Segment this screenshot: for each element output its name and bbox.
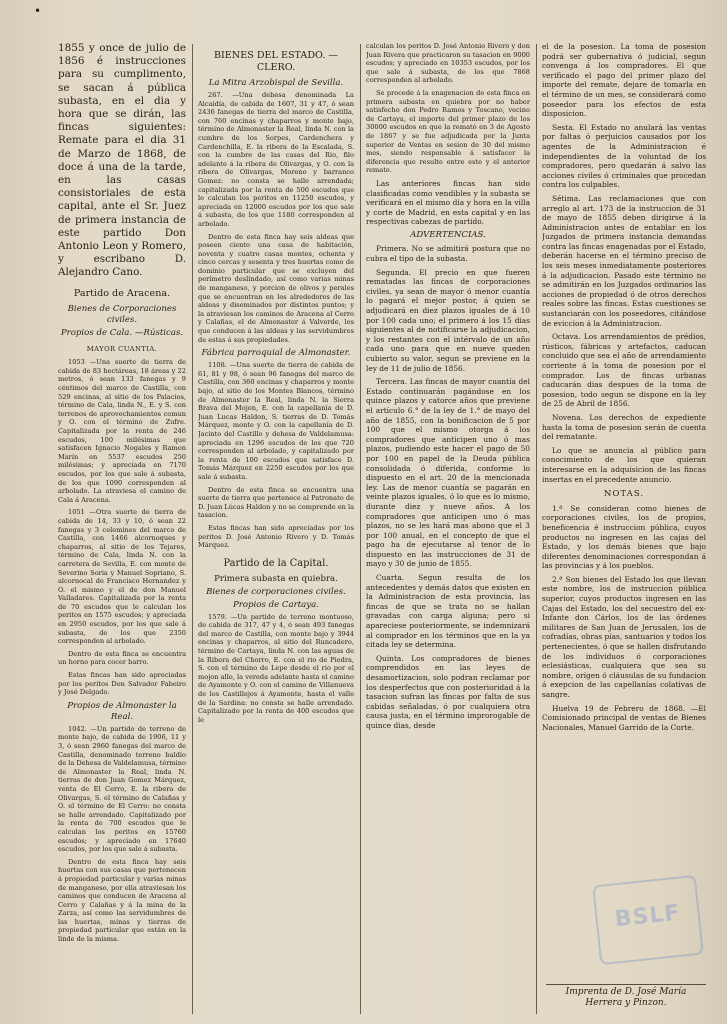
bienes-estado-heading: BIENES DEL ESTADO. —CLERO.	[213, 50, 339, 73]
column-3	[366, 42, 530, 1016]
column-rule-1	[192, 44, 193, 1014]
note-paragraph: Dentro de esta finca se encuentra una suerte de tierra que pertenece al Patronato de D. Juan Lúcas Haldon y no se comprende en la tasacion.	[198, 485, 354, 520]
column-rule-2	[360, 44, 361, 1014]
lot-paragraph: 267. —Una dehesa denominada La Alcaidía, de cabida de 1607, 31 y 47, ó sean 2436 fanegas de tierra del marco de Castilla, con 760 encinas y chaparros y monte bajo, término de Almonaster la Real, linda N. con la cumbre de los Sorpes, Cardenchera y Cardenchilla, E. la ribera de la Escalada, S. con la cumbre de las casas del Rio, filo adelante á la ribera de Olivargas, y O. con la ribera de Olivargas, Moreno y barranco Gomez: no consta se halle arrendada; capitalizada por la renta de 500 escudos que le calculan los peritos en 11250 escudos, y apreciada en 12000 escudos por los que sale á subasta, de los que 1180 corresponden al arbolado.	[198, 91, 354, 228]
stamp-text: BSLF	[613, 900, 682, 933]
mayor-cuantia-heading: MAYOR CUANTIA.	[86, 344, 158, 353]
rule-paragraph: Cuarta. Segun resulta de los antecedentes y demás datos que existen en la Administracion de esta provincia, las fincas de que se trata no se hallan gravadas con carga alguna; pero si apareciese posteriormente, se indemnizará al comprador en los términos que en la ya citada ley se determina.	[366, 573, 530, 650]
imprint-line: Imprenta de D. José María Herrera y Pinzon.	[546, 984, 706, 1009]
rule-paragraph: Sesta. El Estado no anulará las ventas por faltas ó perjuicios causados por los agentes de la Administracion é independientes de la voluntad de los compradores, pero quedarán á salvo las acciones civiles ó criminales que procedan contra los culpables.	[542, 122, 706, 190]
announcement-paragraph: Lo que se anuncia al público para conocimiento de los que quieran interesarse en la adquisicion de las fincas insertas en el precedente anuncio.	[542, 445, 706, 484]
notas-heading: NOTAS.	[603, 489, 645, 500]
rule-paragraph: Novena. Los derechos de expediente hasta la toma de posesion serán de cuenta del rematante.	[542, 412, 706, 442]
column-rule-3	[536, 44, 537, 1014]
signature-paragraph: Huelva 19 de Febrero de 1868. —El Comisionado principal de ventas de Bienes Nacionales, Manuel Garrido de la Corte.	[542, 703, 706, 732]
fabrica-heading: Fábrica parroquial de Almonaster.	[201, 348, 351, 359]
rule-paragraph: Octava. Los arrendamientos de prédios, rústicos, fábricas y artefactos, caducan concluido que sea el año de arrendamiento corriente á la toma de posesion por el comprador. Los de fincas urbanas caducarán dias despues de la toma de posesion, todo segun se dispone en la ley de 25 de Abril de 1856.	[542, 332, 706, 409]
continued-paragraph: el de la posesion. La toma de posesion podrá ser gubernativa ó judicial, segun convenga á los compradores. El que verificado el pago del primer plazo del importe del remate, dejare de tomarla en el término de un mes, se considerará como poseedor para los efectos de esta disposicion.	[542, 42, 706, 119]
partido-heading: Partido de Aracena.	[73, 287, 171, 299]
bienes-heading: Bienes de Corporaciones civiles.	[67, 303, 177, 325]
lot-paragraph: 1042. —Un partido de terreno de monte bajo, de cabida de 1906, 11 y 3, ó sean 2960 fanegas del marco de Castilla, denominado terreno baldío de la Dehesa de Valdelamusa, término de Almonaster la Real, linda N. tierras de don Juan Gomez Márquez, venta de El Cerro, E. la ribera de Olivargas, S. el término de Calañas y O. el término de El Cerro: no consta se halle arrendado. Capitalizado por la renta de 700 escudos que le calculan los peritos en 15760 escudos; y apreciado en 17640 escudos, por los que sale á subasta.	[58, 724, 186, 854]
note-paragraph: Estas fincas han sido apreciadas por los peritos D. José Antonio Rivero y D. Tomás Márquez.	[198, 523, 354, 550]
primera-subasta-heading: Primera subasta en quiebra.	[214, 573, 338, 584]
bienes-corporaciones-heading: Bienes de corporaciones civiles.	[206, 586, 346, 597]
advertencias-heading: ADVERTENCIAS.	[410, 229, 486, 240]
lot-paragraph: 1108. —Una suerte de tierra de cabida de 61, 81 y 98, ó sean 96 fanegas del marco de Castilla, con 360 encinas y chaparros y monte bajo, al sitio de los Montes Blancos, término de Almonaster la Real, linda N. la Sierra Brava del Mojon, E. con la capellanía de D. Juan Lucas Haldon, S. tierras de D. Tomás Márquez, monte y O. con la capellanía de D. Jacinto del Castillo y dehesa de Valdelamusa: apreciada en 1296 escudos de los que 720 corresponden al arbolado, y capitalizado por la renta de 100 escudos que satisface D. Tomás Márquez en 2250 escudos por los que sale á subasta.	[198, 361, 354, 481]
intro-paragraph: 1855 y once de julio de 1856 é instrucciones para su cumplimento, se sacan á pública subasta, en el dia y hora que se dirán, las fincas siguientes: Remate para el dia 31 de Marzo de 1868, de doce á una de la tarde, en las casas consistoriales de esta capital, ante el Sr. Juez de primera instancia de este partido Don Antonio Leon y Romero, y escribano D. Alejandro Cano.	[58, 42, 186, 279]
note-paragraph: Dentro de esta finca se encuentra un horno para cocer barro.	[58, 649, 186, 667]
note-paragraph: Se procede á la enagenacion de esta finca en primera subasta en quiebra por no haber satisfecho don Pedro Ramos y Toscano, vecino de Cartaya, el importe del primer plazo de los 30000 escudos en que la remató en 3 de Agosto de 1867 y se fue adjudicada por la Junta superior de Ventas en sesion de 30 del mismo mes, siendo responsable á satisfacer la diferencia que resulte entre este y el anterior remate.	[366, 88, 530, 175]
mitra-heading: La Mitra Arzobispal de Sevilla.	[208, 78, 344, 88]
rule-paragraph: Segunda. El precio en que fueren rematadas las fincas de corporaciones civiles, ya sean de mayor ó menor cuantía lo pagará el mejor postor, á quien se adjudicará en diez plazos iguales de á 10 por 100 cada uno; el primero á los 15 dias siguientes al de notificarse la adjudicacion, y los restantes con el intérvalo de un año cada uno para que en nueve queden cubierto su valor, segun se previene en la ley de 11 de julio de 1856.	[366, 267, 530, 373]
note-paragraph: 1.ª Se consideran como bienes de corporaciones civiles, los de propios, beneficencia é instruccion pública, cuyos productos no ingresen en las cajas del Estado, y los demás bienes que bajo diferentes denominaciones correspondan á las provincias y á los pueblos.	[542, 503, 706, 571]
column-4	[542, 42, 706, 1016]
propios-cartaya-heading: Propios de Cartaya.	[232, 599, 320, 610]
rule-paragraph: Primera. No se admitirá postura que no cubra el tipo de la subasta.	[366, 244, 530, 264]
column-2	[198, 42, 354, 1016]
note-paragraph: Dentro de esta finca hay seis aldeas que poseen ciento una casa de habitación, noventa y cuatro casas montes, ochenta y cinco cercas y sesenta y tres huertas como de dominio particular que se excluyen del perímetro deslindado, así como varias minas de manganeso, y porcion de olivos y perales que se encuentran en los alrededores de las aldeas y diseminados por distintos puntos; y la atraviesan los caminos de Aracena al Cerro y Calañas, el de Almonaster á Valverde, los que conducen á las aldeas y las servidumbres de estas á sus propiedades.	[198, 232, 354, 344]
note-paragraph: 2.ª Son bienes del Estado los que llevan este nombre, los de instruccion pública superior, cuyos productos ingresen en las Cajas del Estado, los del secuestro del ex-Infante don Cárlos, los de las órdenes militares de San Juan de Jerusalen, los de cofradías, obras pías, santuarios y todos los pertenecientes, ó que se hallen disfrutando de los individuos ó corporaciones eclesiásticas, cualquiera que sea su nombre, orígen ó cláusulas de su fundacion á exepcion de las capellanías colativas de sangre.	[542, 574, 706, 699]
lot-paragraph: 1579. —Un partido de terreno montuoso, de cabida de 317, 47 y 4, ó sean 493 fanegas del marco de Castilla, con monte bajo y 3944 encinas y chaparros, al sitio del Runcadero, término de Cartaya, linda N. con las aguas de la Ribera del Chorro, E. con el rio de Piedra, S. con el término de Lepe desde el rio por el mojon allo, la vereda adelante hasta el camino de Ayamonte y O. con el camino de Villanueva de los Castillejos á Ayamonte, hasta el valle de la Sardina: no consta se halle arrendado. Capitalizado por la renta de 400 escudos que le	[198, 612, 354, 724]
propios-almonaster-heading: Propios de Almonaster la Real.	[67, 700, 177, 722]
classification-paragraph: Las anteriores fincas han sido clasificadas como vendibles y la subasta se verificará en el mismo dia y hora en la villa y corte de Madrid, en esta capital y en las respectivas cabezas de partido.	[366, 178, 530, 227]
note-paragraph: Estas fincas han sido apreciadas por los peritos Don Salvador Fabeiro y José Delgado.	[58, 671, 186, 697]
library-stamp	[592, 875, 704, 965]
rule-paragraph: Sétima. Las reclamaciones que con arreglo al art. 173 de la instruccion de 31 de mayo de 1855 deben dirigirse á la Administracion antes de entablar en los Juzgados de primera instancia demandas contra las fincas enagenadas por el Estado, deberán hacerse en el término preciso de los seis meses inmediatamente posteriores á la adjudicacion. Pasado este término no se admitirán en los Juzgados ordinarios las acciones de propiedad ó de otros derechos reales sobre las fincas. Estas cuestiones se sustanciarán con los poseedores, citándose de eviccion á la Administracion.	[542, 193, 706, 328]
lot-paragraph: 1053 —Una suerte de tierra de cabida de 83 hectáreas, 18 áreas y 22 metros, ó sean 133 fanegas y 9 céntimos del marco de Castilla, con 529 encinas, al sitio de los Palacios, término de Cala, linda N., E. y S. con terrenos de aprovechamientos comun y O. con el término de Zufre. Capitalizada por la renta de 246 escudos, 100 milésimas que satisfacen Ignacio Nogales y Ramon Marín en 5537 escudos 250 milésimas; y apreciada en 7170 escudos, por los que sale á subasta, de los que 1090 corresponden al arbolado. La atraviesa el camino de Cala á Aracena.	[58, 358, 186, 504]
rule-paragraph: Quinta. Los compradores de bienes comprendidos en las leyes de desamortizacion, solo podran reclamar por los desperfectos que con posterioridad á la tasacion sufran las fincas por falta de sus cabidas señaladas, ó por cualquiera otra causa justa, en el término improrogable de quince dias, desde	[366, 653, 530, 730]
continued-paragraph: calculan los peritos D. José Antonio Rivero y don Juan Rivera que practicaron su tasacion en 9000 escudos; y apreciado en 10353 escudos, por los que sale á subasta, de los que 7868 corresponden al arbolado.	[366, 42, 530, 85]
lot-paragraph: 1051 —Otra suerte de tierra de cabida de 14, 33 y 10, ó sean 22 fanegas y 3 celemines del marco de Castilla, con 1466 alcornoques y chaparros, al sitio de los Tejares, término de Cala, linda N. con la carretera de Sevilla, E. con monte de Severino Soria y Manuel Sopriano, S. alcornocal de Francisco Hernandez y O. el mismo y el de don Manuel Valladares. Capitalizada por la renta de 70 escudos que le calculan los peritos en 1575 escudos; y apreciada en 2950 escudos, por los que sale á subasta, de los que 2350 corresponden al arbolado.	[58, 508, 186, 646]
propios-heading: Propios de Cala. —Rústicas.	[60, 327, 184, 338]
column-1	[58, 42, 186, 1016]
rule-paragraph: Tercera. Las fincas de mayor cuantía del Estado continuarán pagándose en los quince plazos y catorce años que previene el artículo 6.° de la ley de 1.° de mayo del año de 1855, con la bonificacion de 5 por 100 que el mismo otorga á los compradores que anticipen uno ó mas plazos, pudiendo este hacer el pago de 50 por 100 en papel de la Deuda pública consolidada ó diferida, conforme lo dispuesto en el art. 20 de la mencionada ley. Las de menor cuantía se pagarán en veinte plazos iguales, ó lo que es lo mismo, durante diez y nueve años. A los compradores que anticipen uno ó mas plazos, no se les hará mas abono que el 3 por 100 anual, en el concepto de que el pago ha de ejecutarse al tenor de lo dispuesto en las instrucciones de 31 de mayo y 30 de junio de 1855.	[366, 377, 530, 569]
partido-capital-heading: Partido de la Capital.	[223, 557, 329, 569]
page-mark: •	[34, 4, 42, 18]
note-paragraph: Dentro de esta finca hay seis huertas con sus casas que pertenecen á propiedad particular y varias minas de manganeso, por ella atraviesan los caminos que conducen de Aracena al Cerro y Calañas y á la mina de la Zarza, así como las servidumbres de las huertas, minas y tierras de propiedad particular que están en la linde de la misma.	[58, 857, 186, 944]
